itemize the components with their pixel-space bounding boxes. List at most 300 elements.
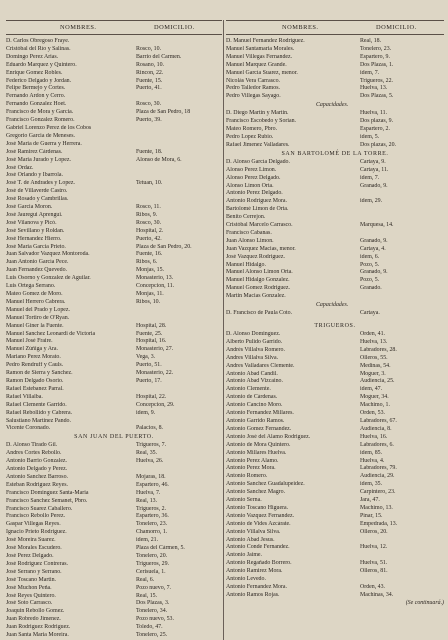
entry-address: Marquesa, 14. [360,222,394,229]
directory-entry [226,386,444,394]
entry-address: idem, 7. [360,174,380,181]
entry-name: Antonio Barrio Gonzalez. [6,458,68,465]
directory-entry [6,498,222,506]
entry-name: José Muchon Peña. [6,584,52,591]
directory-entry [226,85,444,93]
directory-entry [6,204,222,212]
entry-name: José Morales Escudero. [6,545,62,552]
entry-address: Orden, 43. [360,584,386,590]
entry-address: Rosco, 10. [136,45,162,52]
directory-entry [226,198,444,206]
directory-entry [6,394,222,402]
entry-name: Ignacio Prieto Rodriguez. [6,529,67,536]
entry-address [360,576,444,584]
entry-address: Real, 13. [136,497,158,504]
entry-name: D. Francisco de Paula Coto. [226,310,293,317]
directory-entry [6,362,222,370]
directory-entry [6,46,222,54]
entry-name: Manuel García Suarez, menor. [226,69,298,76]
entry-address: Machimo, 1. [360,402,390,409]
entry-name: José Garcia Moron. [6,204,53,211]
entry-address: Rincon, 22. [136,69,164,76]
directory-entry [226,458,444,466]
directory-entry [226,38,444,46]
entry-name: José T. de Andrades y Lopez. [6,180,75,187]
entry-name: Salustiano Martinez Pando. [6,417,71,424]
directory-entry [6,70,222,78]
entry-address: Plaza de San Pedro, 20. [136,243,192,250]
entry-name: José Maria Jurado y Lopez. [6,156,71,163]
directory-entry [6,259,222,267]
entry-address: Ribos, 10. [136,298,161,305]
entry-address: Hospital, 22. [136,393,167,400]
entry-name: José Serrano y Serrano. [6,568,62,575]
directory-entry [226,175,444,183]
entry-name: José Toscano Martin. [6,576,57,583]
entry-name: Andres Valladares Clemente. [226,362,295,369]
directory-entry [226,46,444,54]
entry-address: Dos plazas, 9. [360,118,394,125]
entry-name: Antonio Jaime. [226,552,262,559]
entry-name: Rafael Estebanez Parral. [6,385,64,392]
entry-address: Huelva, 11. [360,110,388,117]
entry-address [136,466,222,474]
entry-name: Manuel Alonso Limon Orta. [226,269,293,276]
entry-address: Granado, 9. [360,269,388,276]
directory-entry [6,490,222,498]
entry-address: Fuente, 25. [136,330,163,337]
entry-name: Antonio Millares Huelva. [226,449,287,456]
directory-entry [226,363,444,371]
entry-name: Alonso Perez Delgado. [226,174,281,181]
directory-entry [6,513,222,521]
left-column-header [6,20,222,35]
entry-address: Cartaya, 9. [360,158,386,165]
entry-address: Real, 15. [136,592,158,599]
entry-name: Pedro Villegas Sayago. [226,93,281,100]
directory-entry [226,331,444,339]
directory-entry [226,465,444,473]
directory-entry [226,70,444,78]
directory-entry [226,246,444,254]
entry-name: Manuel Hidalgo Gonzalez. [226,277,290,284]
entry-address: Dos Plazas, 3. [136,600,170,607]
entry-address: Olleros, 55. [360,354,388,361]
entry-name: Federico Delgado y Jordan. [6,77,72,84]
directory-entry [226,450,444,458]
entry-name: Antonio Ramos Rojas. [226,591,280,598]
entry-address: Hospital, 28. [136,322,167,329]
entry-address: Dos plazas, 20. [360,141,396,148]
entry-address: Espartero, 2. [360,126,390,133]
right-entries [226,38,444,608]
entry-address: Mojaras, 18. [136,473,166,480]
entry-address: Espartero, 9. [360,53,390,60]
entry-address [360,537,444,545]
entry-address: Trigueros, 2. [136,505,167,512]
directory-entry [6,346,222,354]
entry-name: José Soto Carrasco. [6,600,53,607]
entry-name: Cristóbal Marcelo Carrasco. [226,222,293,229]
entry-name: Luis Ortega Serrano. [6,283,56,290]
entry-address: Huelva, 16. [360,433,388,440]
left-entries [6,38,222,640]
entry-address: Ribos, 9. [136,211,158,218]
entry-address: Labradores, 67. [360,417,397,424]
entry-name: José Rodriguez Contreras. [6,560,69,567]
entry-name: Antonio Fernandez Millares. [226,410,294,417]
directory-entry [6,78,222,86]
entry-name: Francisco Gonzalez Romero. [6,117,75,124]
entry-address: Fuente, 15. [136,77,163,84]
entry-address: Machimo, 13. [360,504,393,511]
entry-name: Antonio Clemente. [226,386,271,393]
entry-name: Manuel Tortiro de O'Ryan. [6,314,70,321]
entry-name: Mariano Perez Morato. [6,354,61,361]
entry-address: Rosano, 10. [136,61,164,68]
entry-address: idem, 35. [360,481,383,488]
entry-address: Pozo nuevo, 53. [136,616,174,623]
entry-address: Espartero, 46. [136,481,169,488]
entry-address: Pozo nuevo, 7. [136,584,172,591]
entry-address: Trigueros, 7. [136,442,167,449]
directory-entry [6,125,222,133]
directory-entry [6,338,222,346]
entry-address: Labradores, 79. [360,465,397,472]
entry-name: José Vilanova y Picó. [6,219,57,226]
entry-name: José Vazquez Rodriguez. [226,253,285,260]
directory-entry [226,489,444,497]
entry-name: Francisco Cabanas. [226,229,272,236]
entry-name: José Perez Delgado. [6,553,54,559]
directory-entry [6,616,222,624]
entry-address: Espartero, 36. [136,513,169,520]
entry-name: Antonio Sanchez Barroso. [6,473,69,480]
directory-entry [226,426,444,434]
entry-name: José de Villaverde Castro. [6,188,68,195]
entry-address: Orden, 53. [360,410,386,417]
entry-name: Rafael Jimenez Valladares. [226,141,290,148]
directory-entry [6,93,222,101]
directory-entry [226,347,444,355]
directory-entry [6,307,222,315]
entry-address: Orden, 41. [360,331,386,337]
entry-address [136,196,222,204]
entry-address: Tonelero, 23. [360,45,392,52]
directory-entry [226,537,444,545]
entry-address [136,93,222,101]
directory-entry [6,553,222,561]
entry-name: Manuel Zúñiga y Ara. [6,346,59,353]
entry-address: Rosco, 30. [136,101,162,108]
directory-entry [6,117,222,125]
directory-entry [6,172,222,180]
header-nombres-left: NOMBRES. [60,24,97,31]
entry-name: José Maria de Guerra y Herrera. [6,140,82,147]
directory-entry [226,118,444,126]
directory-entry [6,291,222,299]
entry-address: Dos Plazas, 1. [360,61,394,68]
directory-entry [6,220,222,228]
directory-entry [6,632,222,640]
directory-entry [226,190,444,198]
entry-name: Antonio Perez Delgado. [226,190,283,197]
entry-name: Andrés Villalva Romero. [226,346,285,353]
directory-entry [226,497,444,505]
directory-entry [226,285,444,293]
entry-address: Empedrada, 13. [360,520,398,527]
entry-name: Francisco Sanchez Semanet, Pbro. [6,497,88,504]
directory-entry [226,544,444,552]
directory-entry [226,167,444,175]
directory-entry [226,339,444,347]
entry-address: Olleros, 20. [360,528,388,535]
entry-address: Medinas, 54. [360,362,391,369]
entry-address: idem, 6. [360,253,380,260]
directory-entry [6,378,222,386]
directory-entry [226,418,444,426]
entry-address: Pozo, 5. [360,261,380,268]
entry-address [360,230,444,238]
entry-name: Benito Cerrejon. [226,214,266,221]
entry-name: José Maria Garcia Prieto. [6,243,66,250]
entry-name: D. Carlos Obregoso Fraye. [6,38,70,44]
entry-address [136,133,222,141]
directory-entry [6,251,222,259]
entry-address: Huelva, 26. [136,458,164,465]
directory-entry [6,244,222,252]
entry-name: Andres Cortes Rebollo. [6,450,62,457]
directory-entry [226,442,444,450]
directory-entry [226,214,444,222]
entry-address: Monjas, 11. [136,291,164,297]
entry-address: Labradores, 28. [360,346,397,353]
entry-name: Joaquin Rebollo Gomez. [6,608,65,615]
entry-name: Antonio Levedo. [226,576,266,583]
entry-name: Antonio Sanchez Guadalupeidez. [226,481,305,488]
directory-entry [226,592,444,600]
entry-address: Olleros, 81. [360,568,388,575]
directory-entry [6,521,222,529]
directory-entry [6,54,222,62]
directory-entry [226,505,444,513]
directory-entry [226,410,444,418]
directory-entry [6,141,222,149]
entry-name: Manuel Giner la Fuente. [6,322,64,329]
directory-entry [226,142,444,150]
entry-name: Gabriel Lorenzo Perez de los Cobos [6,124,92,131]
entry-address: Palacios, 8. [136,425,163,432]
directory-entry [226,222,444,230]
entry-name: Francisco de Mora y Garcia. [6,109,74,116]
directory-entry [6,212,222,220]
entry-address: Puerto, 17. [136,377,162,384]
entry-name: Pedro Lopez Rubio. [226,133,274,140]
directory-entry [6,354,222,362]
directory-entry [6,466,222,474]
directory-entry [6,267,222,275]
entry-address: Chamorro, 1. [136,529,168,536]
entry-name: Juan Salvador Vazquez Montoroda. [6,251,90,258]
entry-name: José Jauregui Aprengui. [6,211,63,218]
directory-entry [6,458,222,466]
directory-entry [6,331,222,339]
entry-address: Audiencia, 8. [360,425,392,432]
entry-address: Tonelero, 23. [136,521,168,528]
entry-address: Fuente, 16. [136,251,163,258]
entry-address: Moguer, 34. [360,394,389,401]
entry-address: Monasterio, 27. [136,346,174,353]
entry-name: José Ordaz. [6,164,34,171]
entry-name: Ramon Delgado Osorio. [6,377,64,384]
entry-address [136,307,222,315]
entry-name: Manuel Hidalgo. [226,261,266,268]
entry-name: Nicolás Vera Carrasco. [226,77,281,84]
entry-name: Bartolomé Limon de Orta. [226,206,289,213]
entry-name: Antonio Sanchez Magro. [226,489,286,496]
entry-name: D. Diego Martin y Martin. [226,110,289,117]
directory-entry [226,78,444,86]
entry-name: José Hernandez Hierro. [6,235,62,242]
directory-entry [226,473,444,481]
entry-name: Vicente Coronado. [6,425,51,432]
entry-address: Barrio del Carmen. [136,53,182,60]
directory-entry [226,159,444,167]
directory-entry [226,394,444,402]
entry-address: Puerto, 39. [136,117,162,124]
entry-address: Cartaya, 11. [360,166,389,173]
entry-name: Manuel Sanchez Leonardi de Victoria [6,330,96,337]
entry-name: Alberto Pulido Garrido. [226,338,283,345]
entry-address: Huelva, 13. [360,85,388,92]
entry-address: Plaza de San Pedro, 18 [136,109,191,116]
entry-address [360,206,444,214]
entry-name: Fernando Gonzalez Hoet. [6,101,67,108]
entry-name: Gregorio Garcia de Meneses. [6,132,76,139]
entry-address: idem, 47. [360,386,383,393]
directory-entry [226,521,444,529]
continuation-note: (Se continuará.) [405,599,444,606]
directory-entry [226,481,444,489]
header-domicilio-right: DOMICILIO. [376,24,417,31]
directory-entry [6,529,222,537]
header-domicilio-left: DOMICILIO. [154,24,195,31]
entry-name: Antonio Romero. [226,473,268,480]
entry-name: Francisco Rebollo Perez. [6,513,66,520]
entry-name: José Sevillano y Roldan. [6,227,65,234]
directory-entry [6,450,222,458]
directory-entry [6,577,222,585]
entry-address [360,214,444,222]
entry-name: D. Alonso Tirado Gil. [6,442,58,449]
entry-address: Monasterio, 22. [136,370,174,377]
entry-address: Vega, 3. [136,354,156,361]
right-column-header [226,20,444,35]
entry-address [136,125,222,133]
directory-entry [6,600,222,608]
directory-entry [6,85,222,93]
entry-address: Rosco, 30. [136,219,162,226]
entry-name: Mateo Gomez de Moro. [6,291,63,297]
entry-address: Pinar, 15. [360,512,383,519]
entry-name: Antonio Garrido Ramos. [226,417,285,424]
directory-entry [6,569,222,577]
directory-entry [226,110,444,118]
entry-address [136,172,222,180]
entry-name: Pedro Rendruff y Cauls. [6,362,64,369]
entry-address: idem, 29. [360,198,383,205]
entry-address: Trigueros, 29. [136,560,170,567]
directory-entry [6,38,222,46]
directory-entry [6,482,222,490]
entry-name: Antonio Gomez Fernandez. [226,425,292,432]
entry-address: Hospital, 16. [136,338,167,345]
entry-name: Antonio de Mora Quintero. [226,441,291,448]
directory-entry [6,149,222,157]
entry-name: Andres Villalva Silva. [226,354,279,361]
section-heading: TRIGUEROS. [314,323,356,329]
entry-name: Juan Rodriguez Rodriguez. [6,624,71,631]
entry-address: Tonelero, 34. [136,608,168,615]
entry-address: idem, 85. [360,449,383,456]
entry-name: Francisco Escobedo y Sorian. [226,118,297,125]
entry-name: Antonio de Vides Azcárate. [226,520,291,527]
entry-address: idem, 21. [136,537,159,544]
entry-address [136,188,222,196]
entry-address: Granado, 9. [360,182,388,189]
entry-name: Juan Santa Maria Moreira. [6,632,69,639]
entry-address [136,38,222,46]
directory-entry [6,608,222,616]
entry-address: Monjas, 15. [136,267,164,274]
entry-address: idem, 9. [136,409,156,416]
entry-address: Carpintero, 23. [360,489,396,496]
entry-name: Antonio Perez Mora. [226,465,276,472]
section-heading: SAN JUAN DEL PUERTO. [74,434,154,441]
entry-address: Machinas, 34. [360,591,394,598]
entry-address: Fuente, 18. [136,148,163,155]
directory-entry [226,434,444,442]
directory-entry [226,513,444,521]
directory-entry [226,183,444,191]
directory-entry [6,585,222,593]
directory-entry [6,133,222,141]
directory-entry [6,196,222,204]
entry-name: Eduardo Marquez y Quintero. [6,61,77,68]
entry-address: Tetuan, 10. [136,180,163,187]
directory-entry [6,593,222,601]
directory-entry [6,228,222,236]
directory-entry [226,238,444,246]
directory-entry [6,425,222,433]
entry-address: Pozo, 5. [360,277,380,284]
entry-address: Puerto, 41. [136,85,162,92]
entry-address [136,418,222,426]
entry-address: Trigueros, 22. [360,77,394,84]
entry-name: Cristóbal del Río y Salinas. [6,45,71,52]
entry-address: Audiencia, 25. [360,378,395,385]
entry-name: Juan Vazquez Macias, menor. [226,245,296,252]
entry-name: Francisco Suarez Caballero. [6,505,73,512]
directory-entry [226,134,444,142]
section-heading: SAN BARTOLOMÉ DE LA TORRE. [281,150,389,157]
entry-address: Huelva, 4. [360,457,385,464]
directory-entry [226,355,444,363]
entry-name: Alonso Limon Orta. [226,182,274,189]
entry-address: Huelva, 7. [136,489,161,496]
entry-name: José Reyes Quintero. [6,592,56,599]
column-divider [223,20,224,640]
